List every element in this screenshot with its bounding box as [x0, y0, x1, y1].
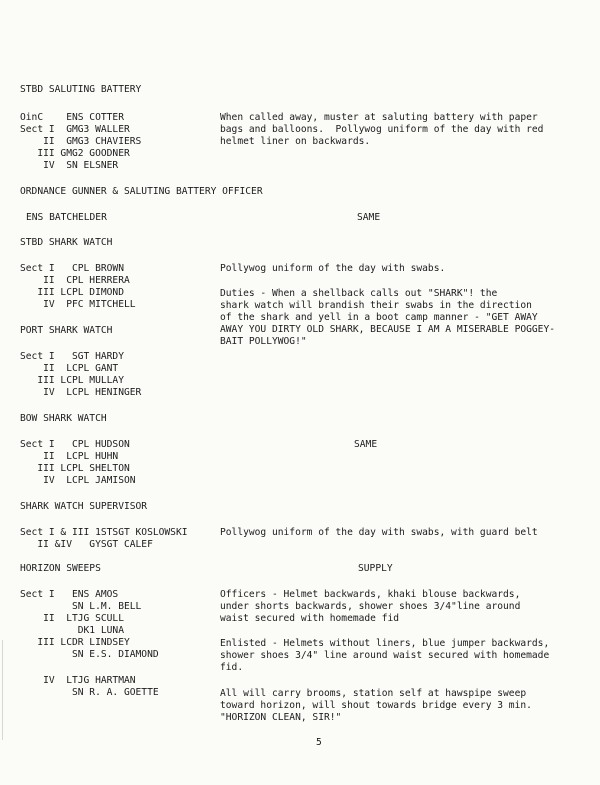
duty-line: helmet liner on backwards.: [220, 136, 371, 147]
roster-line: III LCPL DIMOND: [20, 287, 124, 298]
duty-line: "HORIZON CLEAN, SIR!": [220, 712, 342, 723]
roster-line: Sect I CPL BROWN: [20, 263, 124, 274]
heading-supply: SUPPLY: [358, 563, 393, 574]
roster-line: II LTJG SCULL: [20, 613, 124, 624]
roster-line: II LCPL GANT: [20, 363, 119, 374]
heading-port-shark-watch: PORT SHARK WATCH: [20, 325, 113, 336]
roster-line: IV SN ELSNER: [20, 160, 119, 171]
duty-line: Pollywog uniform of the day with swabs, with guard belt: [220, 527, 538, 538]
roster-line: II &IV GYSGT CALEF: [20, 539, 153, 550]
roster-line: III LCPL MULLAY: [20, 375, 124, 386]
page-number: 5: [316, 737, 322, 748]
roster-line: III GMG2 GOODNER: [20, 148, 130, 159]
duty-line: BAIT POLLYWOG!": [220, 336, 307, 347]
heading-stbd-saluting-battery: STBD SALUTING BATTERY: [20, 84, 142, 95]
duty-line: waist secured with homemade fid: [220, 613, 400, 624]
heading-bow-shark-watch: BOW SHARK WATCH: [20, 413, 107, 424]
heading-horizon-sweeps: HORIZON SWEEPS: [20, 563, 101, 574]
duty-line: Officers - Helmet backwards, khaki blouse backwards,: [220, 589, 521, 600]
duty-line: SAME: [357, 212, 381, 223]
duty-line: Duties - When a shellback calls out "SHARK"! the: [220, 288, 498, 299]
roster-line: IV LTJG HARTMAN: [20, 675, 136, 686]
roster-line: Sect I & III 1STSGT KOSLOWSKI: [20, 527, 188, 538]
roster-line: Sect I CPL HUDSON: [20, 439, 130, 450]
roster-line: II GMG3 CHAVIERS: [20, 136, 142, 147]
duty-line: shower shoes 3/4" line around waist secured with homemade: [220, 650, 550, 661]
roster-line: III LCPL SHELTON: [20, 463, 130, 474]
duty-line: bags and balloons. Pollywog uniform of the day with red: [220, 124, 544, 135]
heading-ordnance-gunner: ORDNANCE GUNNER & SALUTING BATTERY OFFICER: [20, 186, 263, 197]
roster-line: Sect I ENS AMOS: [20, 589, 119, 600]
duty-line: Pollywog uniform of the day with swabs.: [220, 263, 446, 274]
roster-line: IV LCPL HENINGER: [20, 387, 142, 398]
duty-line: fid.: [220, 662, 244, 673]
roster-line: Sect I GMG3 WALLER: [20, 124, 130, 135]
roster-line: ENS BATCHELDER: [26, 212, 107, 223]
duty-line: SAME: [354, 439, 378, 450]
roster-line: IV LCPL JAMISON: [20, 475, 136, 486]
roster-line: SN E.S. DIAMOND: [20, 649, 159, 660]
heading-shark-watch-supervisor: SHARK WATCH SUPERVISOR: [20, 501, 148, 512]
roster-line: III LCDR LINDSEY: [20, 637, 130, 648]
duty-line: All will carry brooms, station self at hawspipe sweep: [220, 688, 527, 699]
roster-line: OinC ENS COTTER: [20, 112, 124, 123]
duty-line: under shorts backwards, shower shoes 3/4"line around: [220, 601, 521, 612]
roster-line: IV PFC MITCHELL: [20, 299, 136, 310]
duty-line: of the shark and yell in a boot camp manner - "GET AWAY: [220, 312, 538, 323]
duty-line: toward horizon, will shout towards bridge every 3 min.: [220, 700, 532, 711]
duty-line: shark watch will brandish their swabs in the direction: [220, 300, 532, 311]
roster-line: Sect I SGT HARDY: [20, 351, 124, 362]
duty-line: When called away, muster at saluting battery with paper: [220, 112, 538, 123]
roster-line: II CPL HERRERA: [20, 275, 130, 286]
roster-line: SN R. A. GOETTE: [20, 687, 159, 698]
duty-line: AWAY YOU DIRTY OLD SHARK, BECAUSE I AM A MISERABLE POGGEY-: [220, 324, 556, 335]
roster-line: DK1 LUNA: [20, 625, 124, 636]
roster-line: SN L.M. BELL: [20, 601, 142, 612]
roster-line: II LCPL HUHN: [20, 451, 119, 462]
page-edge-mark: [2, 640, 3, 740]
heading-stbd-shark-watch: STBD SHARK WATCH: [20, 237, 113, 248]
duty-line: Enlisted - Helmets without liners, blue jumper backwards,: [220, 638, 550, 649]
